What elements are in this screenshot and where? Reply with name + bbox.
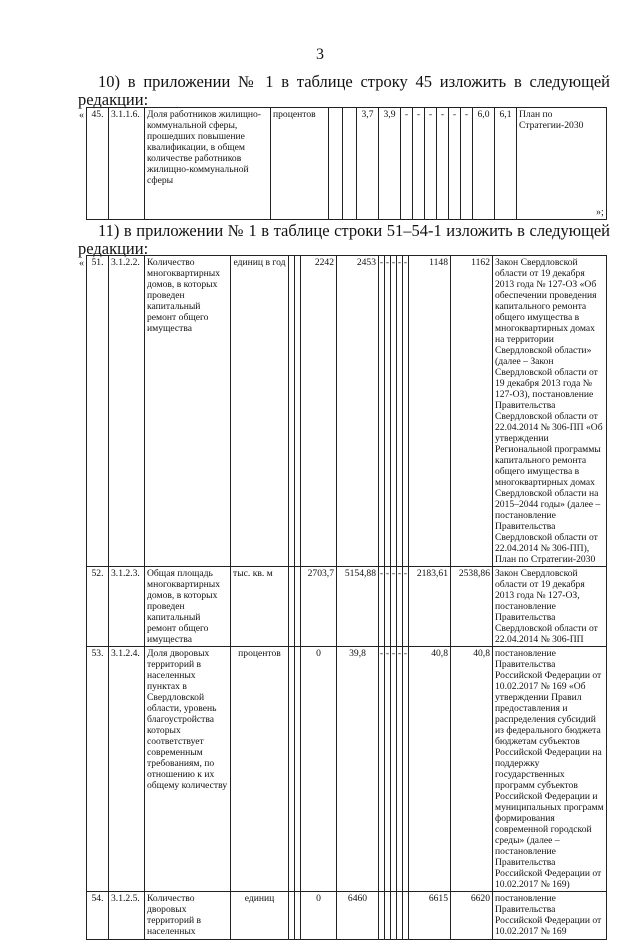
value-cell: 40,8	[409, 647, 451, 892]
unit: единиц в год	[231, 256, 289, 567]
table-row	[87, 256, 607, 567]
value-cell: 2453	[337, 256, 379, 567]
value-cell: 5154,88	[337, 567, 379, 647]
table-row	[87, 647, 607, 892]
value-cell: 3,9	[379, 108, 401, 220]
value-cell: -	[425, 108, 437, 220]
row-code: 3.1.1.6.	[109, 108, 145, 220]
section-10-heading-cont: редакции:	[78, 90, 149, 109]
source-cell: Закон Свердловской области от 19 декабря 2013 года № 127-ОЗ «Об обеспечении проведения капитального ремонта общего имущества в многоквартирных домах на территории Свердловской области» (далее – Закон Свердловской области от 19 декабря 2013 года № 127-ОЗ), постановление Правительства Свердловской области от 22.04.2014 № 306-ПП «Об утверждении Региональной программы капитального ремонта общего имущества в многоквартирных домах Свердловской области на 2015–2044 годы» (далее – постановление Правительства Свердловской области от 22.04.2014 № 306-ПП), План по Стратегии-2030	[493, 256, 607, 567]
dash-cell: -	[391, 256, 397, 567]
table-row	[87, 108, 607, 220]
dash-cell: -	[379, 567, 385, 647]
dash-cell: -	[385, 567, 391, 647]
value-cell: 0	[301, 892, 337, 940]
row-number: 52.	[87, 567, 109, 647]
source-cell: Закон Свердловской области от 19 декабря 2013 года № 127-ОЗ, постановление Правительства Свердловской области от 22.04.2014 № 306-ПП	[493, 567, 607, 647]
value-cell: 6,1	[495, 108, 517, 220]
dash-cell: -	[379, 647, 385, 892]
table-row	[87, 892, 607, 940]
table-row	[87, 567, 607, 647]
value-cell: -	[413, 108, 425, 220]
unit: единиц	[231, 892, 289, 940]
value-cell	[343, 108, 357, 220]
value-cell: 1148	[409, 256, 451, 567]
source-cell: План по Стратегии-2030	[517, 108, 607, 220]
value-cell: 2242	[301, 256, 337, 567]
value-cell: -	[449, 108, 461, 220]
dash-cell: -	[391, 647, 397, 892]
value-cell: 6615	[409, 892, 451, 940]
unit: тыс. кв. м	[231, 567, 289, 647]
value-cell: 39,8	[337, 647, 379, 892]
value-cell: 2703,7	[301, 567, 337, 647]
value-cell: 2183,61	[409, 567, 451, 647]
value-cell: 2538,86	[451, 567, 493, 647]
page-number: 3	[316, 46, 324, 63]
indicator-name: Доля дворовых территорий в населенных пунктах в Свердловской области, уровень благоустройства которых соответствует современным требованиям, по отношению к их общему количеству	[145, 647, 231, 892]
dash-cell: -	[403, 647, 409, 892]
dash-cell: -	[397, 647, 403, 892]
value-cell: 6620	[451, 892, 493, 940]
section-10-heading: 10) в приложении № 1 в таблице строку 45 изложить в следующей	[98, 72, 610, 91]
dash-cell: -	[391, 567, 397, 647]
row-code: 3.1.2.5.	[109, 892, 145, 940]
dash-cell: -	[397, 256, 403, 567]
row-code: 3.1.2.4.	[109, 647, 145, 892]
source-cell: постановление Правительства Российской Федерации от 10.02.2017 № 169 «Об утверждении Правил предоставления и распределения субсидий из федерального бюджета бюджетам субъектов Российской Федерации на поддержку государственных программ субъектов Российской Федерации и муниципальных программ формирования современной городской среды» (далее – постановление Правительства Российской Федерации от 10.02.2017 № 169)	[493, 647, 607, 892]
source-cell: постановление Правительства Российской Федерации от 10.02.2017 № 169	[493, 892, 607, 940]
section-11-heading: 11) в приложении № 1 в таблице строки 51–54-1 изложить в следующей	[98, 221, 610, 240]
value-cell: 0	[301, 647, 337, 892]
value-cell: -	[461, 108, 473, 220]
indicator-name: Количество дворовых территорий в населенных	[145, 892, 231, 940]
value-cell: 40,8	[451, 647, 493, 892]
row-code: 3.1.2.3.	[109, 567, 145, 647]
table-row-45	[86, 107, 607, 220]
dash-cell: -	[397, 567, 403, 647]
indicator-name: Количество многоквартирных домов, в которых проведен капитальный ремонт общего имущества	[145, 256, 231, 567]
value-cell: -	[437, 108, 449, 220]
value-cell: 1162	[451, 256, 493, 567]
value-cell	[329, 108, 343, 220]
value-cell: -	[401, 108, 413, 220]
value-cell: 6460	[337, 892, 379, 940]
section-11-heading-cont: редакции:	[78, 239, 149, 258]
row-number: 53.	[87, 647, 109, 892]
row-number: 51.	[87, 256, 109, 567]
dash-cell: -	[403, 256, 409, 567]
row-code: 3.1.2.2.	[109, 256, 145, 567]
dash-cell: -	[403, 567, 409, 647]
dash-cell: -	[385, 256, 391, 567]
value-cell: 6,0	[473, 108, 495, 220]
unit: процентов	[231, 647, 289, 892]
dash-cell: -	[385, 647, 391, 892]
row-number: 45.	[87, 108, 109, 220]
row-number: 54.	[87, 892, 109, 940]
value-cell: 3,7	[357, 108, 379, 220]
indicator-name: Доля работников жилищно-коммунальной сферы, прошедших повышение квалификации, в общем количестве работников жилищно-коммунальной сферы	[145, 108, 271, 220]
close-quote: »;	[596, 207, 604, 218]
open-quote: «	[79, 258, 84, 269]
open-quote: «	[79, 110, 84, 121]
unit: процентов	[271, 108, 329, 220]
indicator-name: Общая площадь многоквартирных домов, в которых проведен капитальный ремонт общего имущества	[145, 567, 231, 647]
table-rows-51-54	[86, 255, 607, 940]
dash-cell: -	[379, 256, 385, 567]
